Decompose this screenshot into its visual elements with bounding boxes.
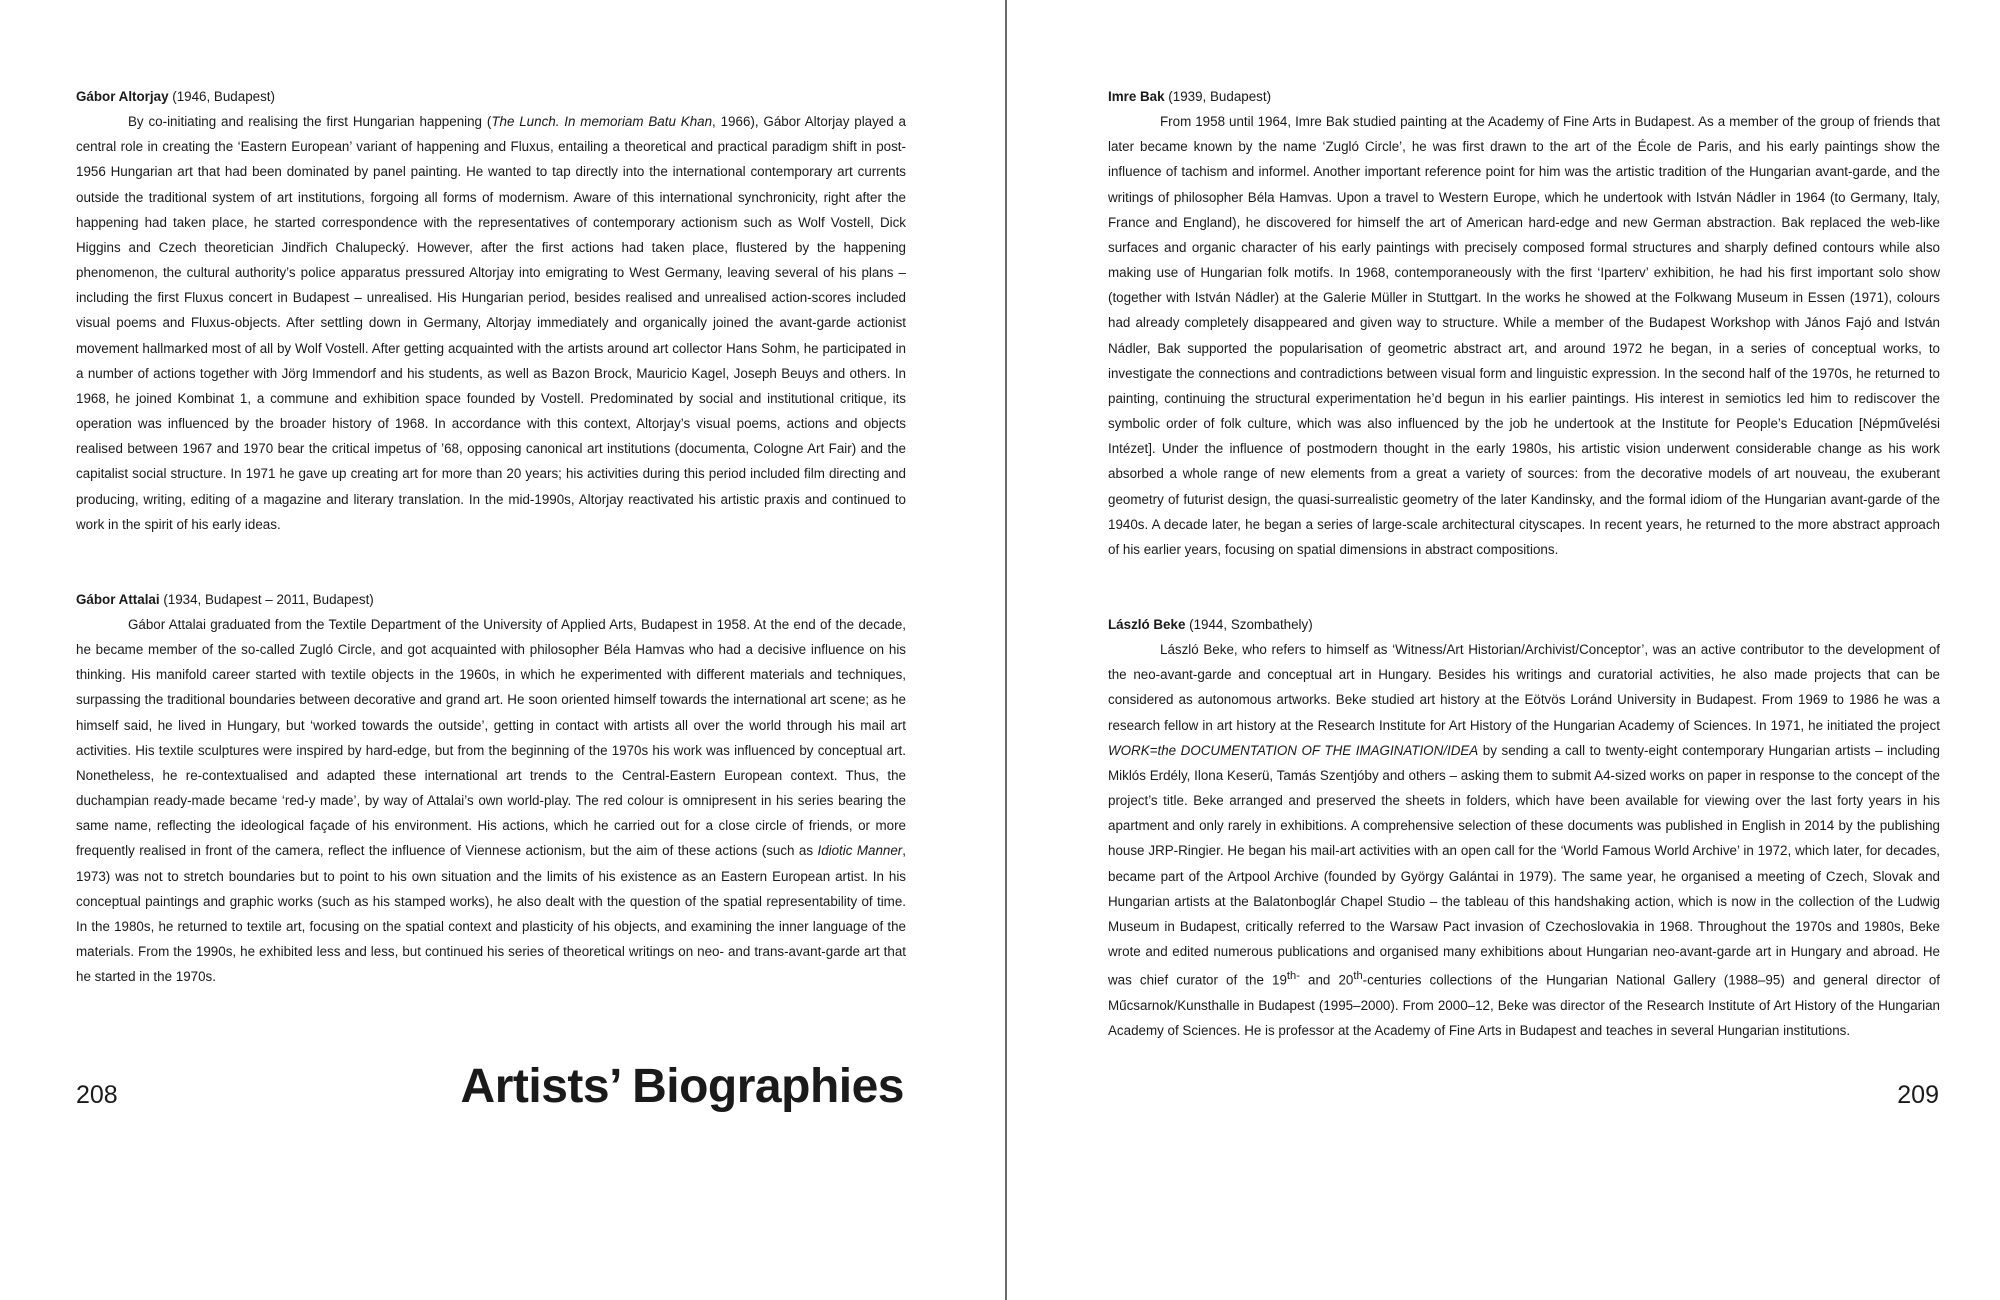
- artist-name: László Beke: [1108, 616, 1186, 632]
- right-page: [1007, 0, 2000, 1300]
- bio-entry-attalai: [76, 587, 906, 990]
- bio-heading: [1108, 84, 1940, 109]
- artist-dates: (1934, Budapest – 2011, Budapest): [159, 591, 374, 607]
- bio-text-part: , 1966), Gábor Altorjay played a central role in creating the ‘Eastern European’ variant of happening and Fluxus, entailing a theoretical and practical paradigm shift in post-1956 Hungarian art that had been dominated by panel painting. He wanted to tap directly into the international contemporary art currents outside the traditional system of art institutions, forgoing all forms of modernism. Aware of this international synchronicity, right after the happening had taken place, he started correspondence with the representatives of contemporary actionism such as Wolf Vostell, Dick Higgins and Czech theoretician Jindřich Chalupecký. However, after the first actions had taken place, flustered by the happening phenomenon, the cultural authority’s police apparatus pressured Altorjay into emigrating to West Germany, leaving several of his plans – including the first Fluxus concert in Budapest – unrealised. His Hungarian period, besides realised and unrealised action-scores included visual poems and Fluxus-objects. After settling down in Germany, Altorjay immediately and organically joined the avant-garde actionist movement hallmarked most of all by Wolf Vostell. After getting acquainted with the artists around art collector Hans Sohm, he participated in a number of actions together with Jörg Immendorf and his students, as well as Bazon Brock, Mauricio Kagel, Joseph Beuys and others. In 1968, he joined Kombinat 1, a commune and exhibition space founded by Vostell. Predominated by social and institutional critique, its operation was influenced by the broader history of 1968. In accordance with this context, Altorjay’s visual poems, actions and objects realised between 1967 and 1970 bear the critical impetus of ’68, opposing canonical art institutions (documenta, Cologne Art Fair) and the capitalist social structure. In 1971 he gave up creating art for more than 20 years; his activities during this period included film directing and producing, writing, editing of a magazine and literary translation. In the mid-1990s, Altorjay reactivated his artistic praxis and continued to work in the spirit of his early ideas.: [76, 114, 906, 532]
- bio-text-part: and 20: [1299, 972, 1354, 988]
- bio-entry-beke: [1108, 612, 1940, 1043]
- bio-text-part: , 1973) was not to stretch boundaries but to point to his own situation and the limits of his existence as an Eastern European artist. In his conceptual paintings and graphic works (such as his stamped works), he also dealt with the question of the spatial representability of time. In the 1980s, he returned to textile art, focusing on the spatial context and plasticity of his objects, and examining the inner language of the materials. From the 1990s, he exhibited less and less, but continued his series of theoretical writings on neo- and trans-avant-garde art that he started in the 1970s.: [76, 843, 906, 985]
- left-text-column: [76, 84, 906, 989]
- bio-text: [76, 612, 906, 989]
- bio-entry-bak: [1108, 84, 1940, 562]
- bio-text: [1108, 637, 1940, 1043]
- artist-dates: (1946, Budapest): [168, 89, 275, 104]
- bio-heading: [76, 587, 906, 612]
- bio-text-part: László Beke, who refers to himself as ‘Witness/Art Historian/Archivist/Conceptor’, was an active contributor to the development of the neo-avant-garde and conceptual art in Hungary. Besides his writings and curatorial activities, he also made projects that can be considered as autonomous artworks. Beke studied art history at the Eötvös Loránd University in Budapest. From 1969 to 1986 he was a research fellow in art history at the Research Institute for Art History of the Hungarian Academy of Sciences. In 1971, he initiated the project: [1108, 642, 1940, 733]
- artist-name: Gábor Altorjay: [76, 89, 169, 104]
- bio-text-part: -centuries collections of the Hungarian National Gallery (1988–95) and general director of Műcsarnok/Kunsthalle in Budapest (1995–2000). From 2000–12, Beke was director of the Research Institute of Art History of the Hungarian Academy of Sciences. He is professor at the Academy of Fine Arts in Budapest and teaches in several Hungarian institutions.: [1108, 972, 1940, 1038]
- project-title: WORK=the DOCUMENTATION OF THE IMAGINATION/IDEA: [1108, 742, 1479, 758]
- artist-dates: (1939, Budapest): [1164, 89, 1272, 104]
- bio-text-part: by sending a call to twenty-eight contemporary Hungarian artists – including Miklós Erdély, Ilona Keserü, Tamás Szentjóby and others – asking them to submit A4-sized works on paper in response to the concept of the project’s title. Beke arranged and preserved the sheets in folders, which have been available for viewing over the last forty years in his apartment and only rarely in exhibitions. A comprehensive selection of these documents was published in English in 2014 by the publishing house JRP-Ringier. He began his mail-art activities with an open call for the ‘World Famous World Archive’ in 1972, which later, for decades, became part of the Artpool Archive (founded by György Galántai in 1979). The same year, he organised a meeting of Czech, Slovak and Hungarian artists at the Balatonboglár Chapel Studio – the tableau of this handshaking action, which is now in the collection of the Ludwig Museum in Budapest, critically referred to the Warsaw Pact invasion of Czechoslovakia in 1968. Throughout the 1970s and 1980s, Beke wrote and edited numerous publications and organised many exhibitions about Hungarian neo-avant-garde art in Hungary and abroad. He was chief curator of the 19: [1108, 742, 1940, 988]
- superscript: th-: [1286, 970, 1300, 983]
- artist-name: Imre Bak: [1108, 89, 1165, 104]
- bio-heading: [76, 84, 906, 109]
- bio-entry-altorjay: [76, 84, 906, 537]
- superscript: th: [1353, 970, 1363, 983]
- bio-text: [1108, 109, 1940, 562]
- artwork-title: Idiotic Manner: [817, 843, 903, 859]
- artwork-title: The Lunch. In memoriam Batu Khan: [491, 114, 713, 130]
- bio-text-part: Gábor Attalai graduated from the Textile Department of the University of Applied Arts, Budapest in 1958. At the end of the decade, he became member of the so-called Zugló Circle, and got acquainted with philosopher Béla Hamvas who had a decisive influence on his thinking. His manifold career started with textile objects in the 1960s, in which he experimented with different materials and techniques, surpassing the traditional boundaries between decorative and grand art. He soon oriented himself towards the international art scene; as he himself said, he lived in Hungary, but ‘worked towards the outside’, getting in contact with artists all over the world through his mail art activities. His textile sculptures were inspired by hard-edge, but from the beginning of the 1970s his work was influenced by conceptual art. Nonetheless, he re-contextualised and adapted these international art trends to the Central-Eastern European context. Thus, the duchampian ready-made became ‘red-y made’, by way of Attalai’s own world-play. The red colour is omnipresent in his series bearing the same name, reflecting the ideological façade of his environment. His actions, which he carried out for a close circle of friends, or more frequently realised in front of the camera, reflect the influence of Viennese actionism, but the aim of these actions (such as: [76, 616, 906, 859]
- bio-heading: [1108, 612, 1940, 637]
- section-title: Artists’ Biographies: [460, 1060, 904, 1113]
- bio-text-part: By co-initiating and realising the first Hungarian happening (: [128, 114, 492, 130]
- page-number-left: 208: [76, 1081, 118, 1109]
- artist-dates: (1944, Szombathely): [1185, 616, 1313, 632]
- bio-text-part: From 1958 until 1964, Imre Bak studied painting at the Academy of Fine Arts in Budapest. As a member of the group of friends that later became known by the name ‘Zugló Circle’, he was first drawn to the art of the École de Paris, and his early paintings show the influence of tachism and informel. Another important reference point for him was the artistic tradition of the Hungarian avant-garde, and the writings of philosopher Béla Hamvas. Upon a travel to Western Europe, which he undertook with István Nádler in 1964 (to Germany, Italy, France and England), he discovered for himself the art of American hard-edge and new German abstraction. Bak replaced the web-like surfaces and organic character of his early paintings with precisely composed formal structures and sharply defined contours while also making use of Hungarian folk motifs. In 1968, contemporaneously with the first ‘Iparterv’ exhibition, he had his first important solo show (together with István Nádler) at the Galerie Müller in Stuttgart. In the works he showed at the Folkwang Museum in Essen (1971), colours had already completely disappeared and given way to structure. While a member of the Budapest Workshop with János Fajó and István Nádler, Bak supported the popularisation of geometric abstract art, and around 1972 he began, in a series of conceptual works, to investigate the connections and contradictions between visual form and linguistic expression. In the second half of the 1970s, he returned to painting, continuing the structural experimentation he’d begun in his earlier paintings. His interest in semiotics led him to rediscover the symbolic order of folk culture, which was also influenced by the job he undertook at the Institute for People’s Education [Népművelési Intézet]. Under the influence of postmodern thought in the early 1980s, his artistic vision underwent considerable change as his work absorbed a whole range of new elements from a great a variety of sources: from the decorative models of art nouveau, the exuberant geometry of futurist design, the quasi-surrealistic geometry of the later Kandinsky, and the formal idiom of the Hungarian avant-garde of the 1940s. A decade later, he began a series of large-scale architectural cityscapes. In recent years, he returned to the more abstract approach of his earlier years, focusing on spatial dimensions in abstract compositions.: [1108, 114, 1940, 557]
- artist-name: Gábor Attalai: [76, 591, 160, 607]
- page-number-right: 209: [1897, 1081, 1939, 1109]
- bio-text: [76, 109, 906, 537]
- right-text-column: [1108, 84, 1940, 1043]
